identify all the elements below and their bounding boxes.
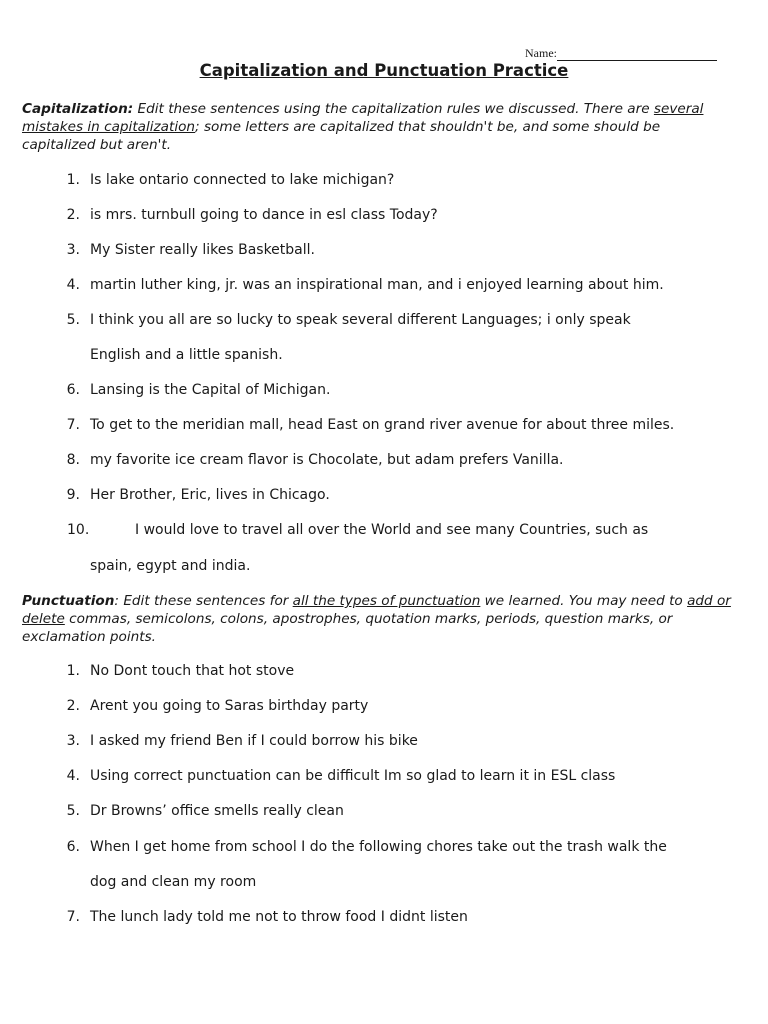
item-text: is mrs. turnbull going to dance in esl class Today? <box>90 207 438 223</box>
item-number: 9. <box>66 487 80 503</box>
item-text: Using correct punctuation can be difficult Im so glad to learn it in ESL class <box>90 768 616 784</box>
page-title: Capitalization and Punctuation Practice <box>199 61 569 80</box>
punctuation-heading: Punctuation <box>22 593 115 609</box>
item-text: I think you all are so lucky to speak several different Languages; i only speak <box>90 312 631 328</box>
punctuation-instructions <box>22 592 732 646</box>
item-number: 2. <box>66 698 80 714</box>
name-blank-line[interactable] <box>557 47 717 61</box>
capitalization-intro-text-end: ; some letters are capitalized that shouldn't be, and some should be capitalized but aren't. <box>22 119 661 153</box>
item-text: my favorite ice cream flavor is Chocolate, but adam prefers Vanilla. <box>90 452 564 468</box>
item-number: 6. <box>66 839 80 855</box>
item-number: 8. <box>66 452 80 468</box>
capitalization-intro-text: Edit these sentences using the capitalization rules we discussed. There are <box>133 101 654 117</box>
item-number: 10. <box>67 522 90 538</box>
punctuation-intro-underlined: all the types of punctuation <box>292 593 481 609</box>
item-number: 3. <box>66 733 80 749</box>
item-number: 4. <box>66 277 80 293</box>
name-field[interactable] <box>525 46 717 61</box>
punctuation-intro-text-end: commas, semicolons, colons, apostrophes, quotation marks, periods, question marks, or exclamation points. <box>22 611 673 645</box>
item-text: When I get home from school I do the following chores take out the trash walk the <box>90 839 667 855</box>
item-text: Is lake ontario connected to lake michigan? <box>90 172 395 188</box>
capitalization-intro-underlined: several mistakes in capitalization <box>22 101 704 135</box>
item-text-continued: English and a little spanish. <box>90 347 283 363</box>
item-number: 5. <box>66 312 80 328</box>
punctuation-intro-underlined-2: add or delete <box>22 593 731 627</box>
item-number: 2. <box>66 207 80 223</box>
item-number: 5. <box>66 803 80 819</box>
item-text: I would love to travel all over the World and see many Countries, such as <box>135 522 649 538</box>
item-number: 4. <box>66 768 80 784</box>
item-text: Her Brother, Eric, lives in Chicago. <box>90 487 330 503</box>
name-label: Name: <box>525 46 557 60</box>
item-text-continued: dog and clean my room <box>90 874 257 890</box>
capitalization-instructions <box>22 100 732 154</box>
item-number: 6. <box>66 382 80 398</box>
punctuation-intro-text-mid: we learned. You may need to <box>480 593 688 609</box>
item-text: I asked my friend Ben if I could borrow his bike <box>90 733 418 749</box>
item-text: martin luther king, jr. was an inspirational man, and i enjoyed learning about him. <box>90 277 664 293</box>
item-text: My Sister really likes Basketball. <box>90 242 315 258</box>
item-text: Lansing is the Capital of Michigan. <box>90 382 331 398</box>
item-number: 1. <box>66 172 80 188</box>
item-text: The lunch lady told me not to throw food I didnt listen <box>90 909 468 925</box>
punctuation-intro-text: : Edit these sentences for <box>114 593 293 609</box>
item-number: 3. <box>66 242 80 258</box>
item-number: 7. <box>66 909 80 925</box>
item-number: 7. <box>66 417 80 433</box>
item-text: Dr Browns’ office smells really clean <box>90 803 344 819</box>
item-text: To get to the meridian mall, head East on grand river avenue for about three miles. <box>90 417 675 433</box>
item-text: No Dont touch that hot stove <box>90 663 295 679</box>
item-text-continued: spain, egypt and india. <box>90 558 251 574</box>
item-text: Arent you going to Saras birthday party <box>90 698 369 714</box>
item-number: 1. <box>66 663 80 679</box>
capitalization-heading: Capitalization: <box>22 101 134 117</box>
